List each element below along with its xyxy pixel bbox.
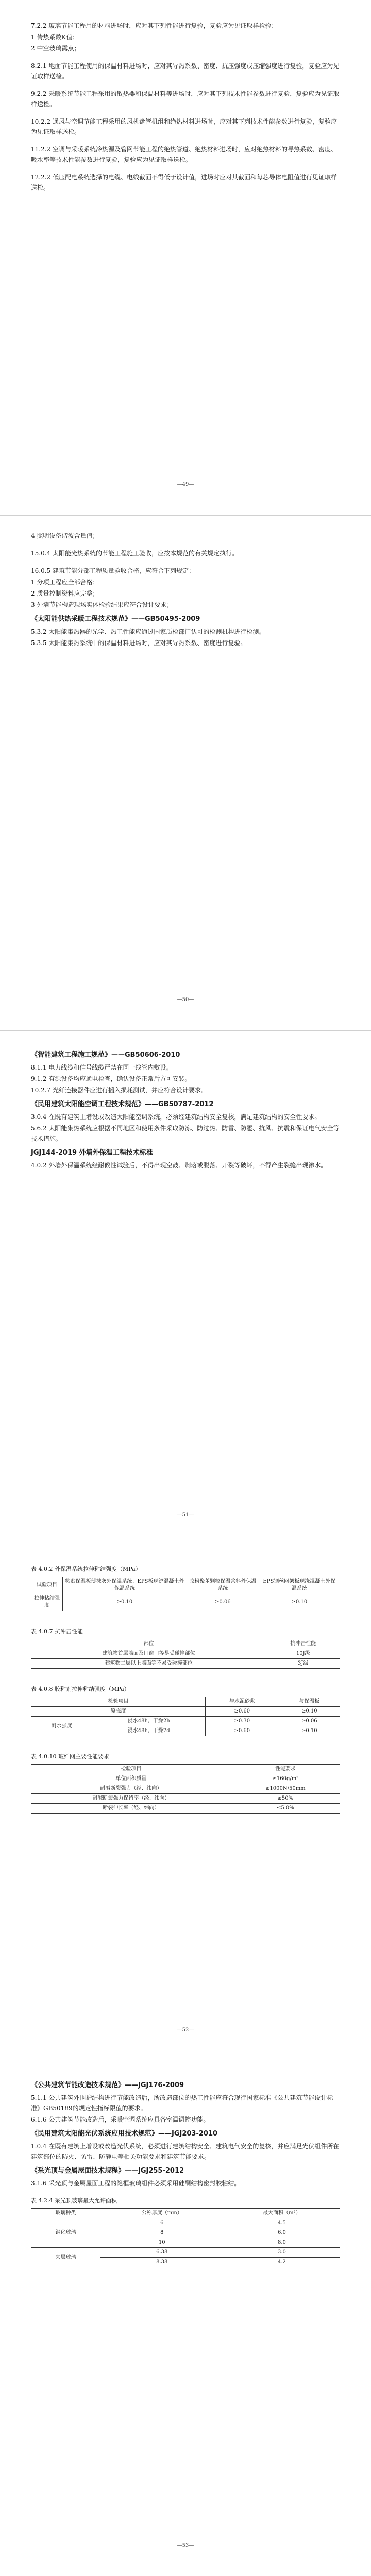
page-number: —50— <box>177 997 194 1003</box>
table-cell: 3J级 <box>266 1659 340 1669</box>
table-header-row <box>31 1639 340 1649</box>
table-header-cell: 与保温板 <box>279 1697 340 1707</box>
table-header-cell: 检验项目 <box>31 1765 231 1774</box>
table-header-cell: 玻璃种类 <box>31 2209 100 2218</box>
paragraph: 10.2.7 光纤连接器件应进行插入损耗测试，并应符合设计要求。 <box>31 1087 207 1094</box>
paragraph: 1.0.4 在既有建筑上增设或改造光伏系统，必须进行建筑结构安全、建筑电气安全的复核，并应满足光伏组件所在建筑部位的防火、防雷、防静电等相关功能要求和建筑节能要求。 <box>31 2143 340 2160</box>
table-header-cell: 胶粉聚苯颗粒保温浆料外保温系统 <box>187 1577 259 1594</box>
paragraph: 9.1.2 有源设备均应通电检查，确认设备正常后方可安装。 <box>31 1075 191 1082</box>
table-cell: 原强度 <box>31 1707 206 1717</box>
table-cell: 浸水48h，干燥7d <box>92 1726 206 1736</box>
table-cell: ≥50% <box>231 1794 340 1804</box>
table-cell: ≥0.60 <box>206 1726 279 1736</box>
table-cell: ≥0.30 <box>206 1717 279 1726</box>
paragraph: 4.0.2 外墙外保温系统经耐候性试验后，不得出现空鼓、剥落或脱落、开裂等破坏，不得产生裂缝出现渗水。 <box>31 1162 327 1169</box>
section-title: 《智能建筑工程施工规范》——GB50606-2010 <box>31 1051 180 1059</box>
paragraph: 4 照明设备谐波含量值； <box>31 532 99 539</box>
paragraph: 8.1.1 电力线缆和信号线缆严禁在同一线管内敷设。 <box>31 1064 173 1071</box>
table-cell: 6.0 <box>224 2228 340 2238</box>
table-row <box>31 1774 340 1784</box>
table-cell: ≥1000N/50mm <box>231 1784 340 1794</box>
paragraph: 7.2.2 玻璃节能工程用的材料进场时，应对其下列性能进行复验，复验应为见证取样检验： <box>31 22 278 29</box>
section-title: 《民用建筑太阳能光伏系统应用技术规范》——JGJ203-2010 <box>31 2130 218 2138</box>
table-cell: 拉伸粘结强度 <box>31 1594 63 1611</box>
paragraph: 3.1.6 采光顶与金属屋面工程的隐框玻璃组件必须采用硅酮结构密封胶粘结。 <box>31 2180 241 2187</box>
section-title: JGJ144-2019 外墙外保温工程技术标准 <box>31 1149 153 1157</box>
table-cell: 6 <box>100 2218 224 2228</box>
table-header-cell: EPS钢丝网架板现浇混凝土外保温系统 <box>259 1577 340 1594</box>
table-caption: 表 4.0.2 外保温系统拉伸粘结强度（MPa） <box>31 1566 141 1572</box>
glass-area-table <box>31 2208 340 2267</box>
page-3-content <box>31 1046 340 1172</box>
paragraph: 15.0.4 太阳能光热系统的节能工程施工验收，应按本规范的有关规定执行。 <box>31 550 238 557</box>
table-cell: 6.38 <box>100 2248 224 2258</box>
table-cell: 4.2 <box>224 2258 340 2267</box>
page-divider <box>0 1030 371 1031</box>
table-cell: 8 <box>100 2228 224 2238</box>
paragraph: 2 中空玻璃露点； <box>31 45 80 52</box>
table-cell: ≥0.10 <box>279 1726 340 1736</box>
paragraph: 9.2.2 采暖系统节能工程采用的散热器和保温材料等进场时，应对其下列技术性能参数进行复验，复验应为见证取样送检。 <box>31 90 340 108</box>
table-cell: 耐碱断裂强力保留率（经、纬向） <box>31 1794 231 1804</box>
table-cell: ≥0.06 <box>279 1717 340 1726</box>
section-title: 《采光顶与金属屋面技术规程》——JGJ255-2012 <box>31 2167 184 2175</box>
adhesive-strength-table <box>31 1697 340 1736</box>
table-row <box>31 1649 340 1659</box>
page-number: —51— <box>177 1512 194 1518</box>
table-header-cell: 性能要求 <box>231 1765 340 1774</box>
table-cell: 8.38 <box>100 2258 224 2267</box>
paragraph: 1 传热系数K值； <box>31 33 79 41</box>
table-cell: ≥0.10 <box>259 1594 340 1611</box>
table-cell: 4.5 <box>224 2218 340 2228</box>
table-cell: ≥0.10 <box>62 1594 187 1611</box>
page-4-content <box>31 1561 340 1814</box>
section-title: 《民用建筑太阳能空调工程技术规范》——GB50787-2012 <box>31 1100 214 1108</box>
table-row <box>31 1804 340 1814</box>
page-number: —52— <box>177 2027 194 2033</box>
paragraph: 11.2.2 空调与采暖系统冷热源及管网节能工程的绝热管道、绝热材料进场时，应对绝热材料的导热系数、密度、吸水率等技术性能参数进行复验，复验应为见证取样送检。 <box>31 146 337 163</box>
table-header-cell: 公称厚度（mm） <box>100 2209 224 2218</box>
table-header-row <box>31 2209 340 2218</box>
table-header-cell: 抗冲击性能 <box>266 1639 340 1649</box>
table-header-row <box>31 1765 340 1774</box>
paragraph: 8.2.1 地面节能工程使用的保温材料进场时，应对其导热系数、密度、抗压强度或压缩强度进行复验，复验应为见证取样送检。 <box>31 62 340 80</box>
paragraph: 2 质量控制资料应完整； <box>31 590 99 597</box>
paragraph: 12.2.2 低压配电系统选择的电缆、电线截面不得低于设计值，进场时应对其截面和每芯导体电阻值进行见证取样送检。 <box>31 174 337 191</box>
paragraph: 5.3.2 太阳能集热器的光学、热工性能应通过国家质检部门认可的检测机构进行检测。 <box>31 628 265 635</box>
table-caption: 表 4.0.7 抗冲击性能 <box>31 1628 83 1635</box>
paragraph: 6.1.6 公共建筑节能改造后，采暖空调系统应具备室温调控功能。 <box>31 2116 210 2123</box>
table-header-row <box>31 1577 340 1594</box>
page-number: —53— <box>177 2543 194 2548</box>
paragraph: 3.0.4 在既有建筑上增设或改造太阳能空调系统，必须经建筑结构安全复核，满足建筑结构的安全性要求。 <box>31 1113 321 1121</box>
table-cell: 浸水48h，干燥2h <box>92 1717 206 1726</box>
table-row <box>31 1794 340 1804</box>
section-title: 《太阳能供热采暖工程技术规范》——GB50495-2009 <box>31 615 200 623</box>
table-caption: 表 4.2.4 采光顶玻璃最大允许面积 <box>31 2197 117 2204</box>
table-header-cell: 检验项目 <box>31 1697 206 1707</box>
table-cell: 建筑物首层墙面及门窗口等易受碰撞部位 <box>31 1649 266 1659</box>
table-cell: 10J级 <box>266 1649 340 1659</box>
table-cell: 耐碱断裂强力（经、纬向） <box>31 1784 231 1794</box>
table-row <box>31 1707 340 1717</box>
table-header-row <box>31 1697 340 1707</box>
page-5-content <box>31 2076 340 2267</box>
table-header-cell: 试验项目 <box>31 1577 63 1594</box>
table-cell: ≥0.06 <box>187 1594 259 1611</box>
table-row <box>31 2248 340 2258</box>
page-1-content <box>31 21 340 194</box>
paragraph: 5.6.2 太阳能集热系统应根据不同地区和使用条件采取防冻、防过热、防雷、防雹、抗风、抗震和保证电气安全等技术措施。 <box>31 1125 340 1142</box>
table-row <box>31 1594 340 1611</box>
table-row <box>31 2218 340 2228</box>
table-cell: 断裂伸长率（经、纬向） <box>31 1804 231 1814</box>
table-row <box>31 1659 340 1669</box>
paragraph: 3 外墙节能构造现场实体检验结果应符合设计要求； <box>31 601 173 608</box>
table-cell: 3.0 <box>224 2248 340 2258</box>
paragraph: 5.3.5 太阳能集热系统中的保温材料进场时，应对其导热系数、密度进行复验。 <box>31 639 247 647</box>
table-caption: 表 4.0.10 玻纤网主要性能要求 <box>31 1753 109 1760</box>
table-cell: ≥0.60 <box>206 1707 279 1717</box>
mesh-performance-table <box>31 1764 340 1814</box>
paragraph: 16.0.5 建筑节能分部工程质量验收合格，应符合下列规定： <box>31 567 195 574</box>
table-header-cell: 部位 <box>31 1639 266 1649</box>
table-row <box>31 1717 340 1726</box>
table-cell: 夹层玻璃 <box>31 2248 100 2267</box>
paragraph: 10.2.2 通风与空调节能工程采用的风机盘管机组和绝热材料进场时，应对其下列技术性能参数进行复验，复验应为见证取样送检。 <box>31 118 337 135</box>
page-number: —49— <box>177 482 194 487</box>
table-cell: 耐水强度 <box>31 1717 92 1736</box>
table-cell: 建筑物二层以上墙面等不易受碰撞部位 <box>31 1659 266 1669</box>
table-cell: ≥0.10 <box>279 1707 340 1717</box>
page-divider <box>0 515 371 516</box>
table-cell: 钢化玻璃 <box>31 2218 100 2248</box>
table-header-cell: 与水泥砂浆 <box>206 1697 279 1707</box>
table-header-cell: 最大面积（m²） <box>224 2209 340 2218</box>
table-row <box>31 1784 340 1794</box>
table-cell: 10 <box>100 2238 224 2248</box>
paragraph: 1 分项工程应全部合格； <box>31 579 99 586</box>
section-title: 《公共建筑节能改造技术规范》——JGJ176-2009 <box>31 2081 184 2089</box>
table-caption: 表 4.0.8 胶粘剂拉伸粘结强度（MPa） <box>31 1686 130 1692</box>
bond-strength-table <box>31 1577 340 1611</box>
table-cell: ≥160g/m² <box>231 1774 340 1784</box>
impact-resistance-table <box>31 1639 340 1669</box>
table-cell: 单位面积质量 <box>31 1774 231 1784</box>
page-2-content <box>31 531 340 649</box>
table-cell: ≤5.0% <box>231 1804 340 1814</box>
table-header-cell: 粘贴保温板薄抹灰外保温系统、EPS板现浇混凝土外保温系统 <box>62 1577 187 1594</box>
table-cell: 8.0 <box>224 2238 340 2248</box>
paragraph: 5.1.1 公共建筑外围护结构进行节能改造后，所改造部位的热工性能应符合现行国家标准《公共建筑节能设计标准》GB50189的规定性指标限值的要求。 <box>31 2094 333 2112</box>
